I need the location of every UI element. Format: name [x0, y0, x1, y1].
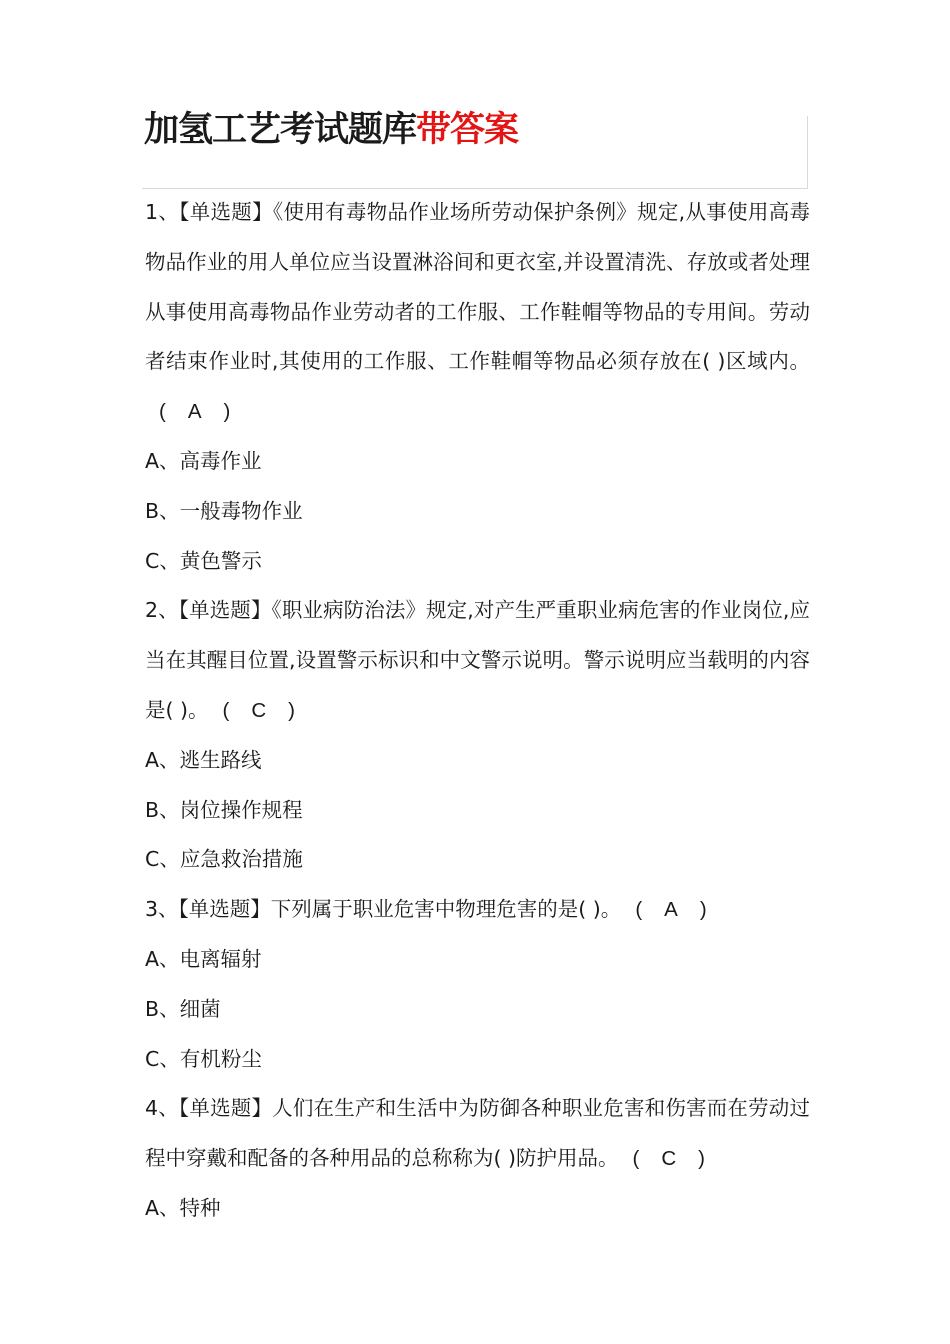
question-text: 1、【单选题】《使用有毒物品作业场所劳动保护条例》规定,从事使用高毒物品作业的用人单位应当设置淋浴间和更衣室,并设置清洗、存放或者处理从事使用高毒物品作业劳动者的工作服、工作鞋帽等物品的专用间。劳动者结束作业时,其使用的工作服、工作鞋帽等物品必须存放在( )区域内。	[145, 200, 810, 374]
option: A、特种	[145, 1195, 221, 1220]
option: C、黄色警示	[145, 548, 262, 573]
title-highlight: 带答案	[416, 110, 519, 150]
answer-marker	[633, 1134, 705, 1184]
paren-close: )	[223, 400, 231, 424]
question-1	[145, 188, 810, 586]
question-4	[145, 1084, 810, 1233]
answer-letter: C	[661, 1147, 677, 1171]
paren-close: )	[288, 698, 295, 722]
question-text: 4、【单选题】人们在生产和生活中为防御各种职业危害和伤害而在劳动过程中穿戴和配备的各种用品的总称称为( )防护用品。	[145, 1096, 810, 1171]
option: C、应急救治措施	[145, 847, 303, 872]
question-text: 3、【单选题】下列属于职业危害中物理危害的是( )。	[145, 897, 622, 922]
option: B、细菌	[145, 996, 221, 1021]
answer-letter: A	[664, 898, 678, 922]
title-box	[142, 110, 808, 189]
paren-open: (	[159, 400, 166, 424]
option: B、岗位操作规程	[145, 797, 303, 822]
answer-letter: C	[251, 698, 267, 722]
option: C、有机粉尘	[145, 1046, 262, 1071]
question-3	[145, 885, 810, 1084]
question-stem	[145, 188, 810, 437]
question-stem	[145, 1084, 810, 1184]
option: A、电离辐射	[145, 946, 262, 971]
paren-open: (	[632, 1147, 640, 1171]
option: B、一般毒物作业	[145, 498, 303, 523]
answer-marker	[635, 885, 706, 935]
paren-close: )	[699, 898, 707, 922]
page-title	[144, 108, 518, 152]
answer-letter: A	[187, 400, 202, 424]
option: A、逃生路线	[145, 747, 262, 772]
title-main: 加氢工艺考试题库	[144, 110, 417, 150]
answer-marker	[159, 387, 230, 437]
question-stem	[145, 586, 810, 735]
option: A、高毒作业	[145, 448, 262, 473]
paren-open: (	[635, 898, 643, 922]
question-text: 2、【单选题】《职业病防治法》规定,对产生严重职业病危害的作业岗位,应当在其醒目位置,设置警示标识和中文警示说明。警示说明应当载明的内容是( )。	[145, 598, 810, 722]
answer-marker	[223, 686, 295, 736]
question-list	[145, 188, 810, 1234]
question-2	[145, 586, 810, 885]
question-stem	[145, 885, 810, 935]
paren-close: )	[698, 1147, 705, 1171]
paren-open: (	[222, 698, 230, 722]
